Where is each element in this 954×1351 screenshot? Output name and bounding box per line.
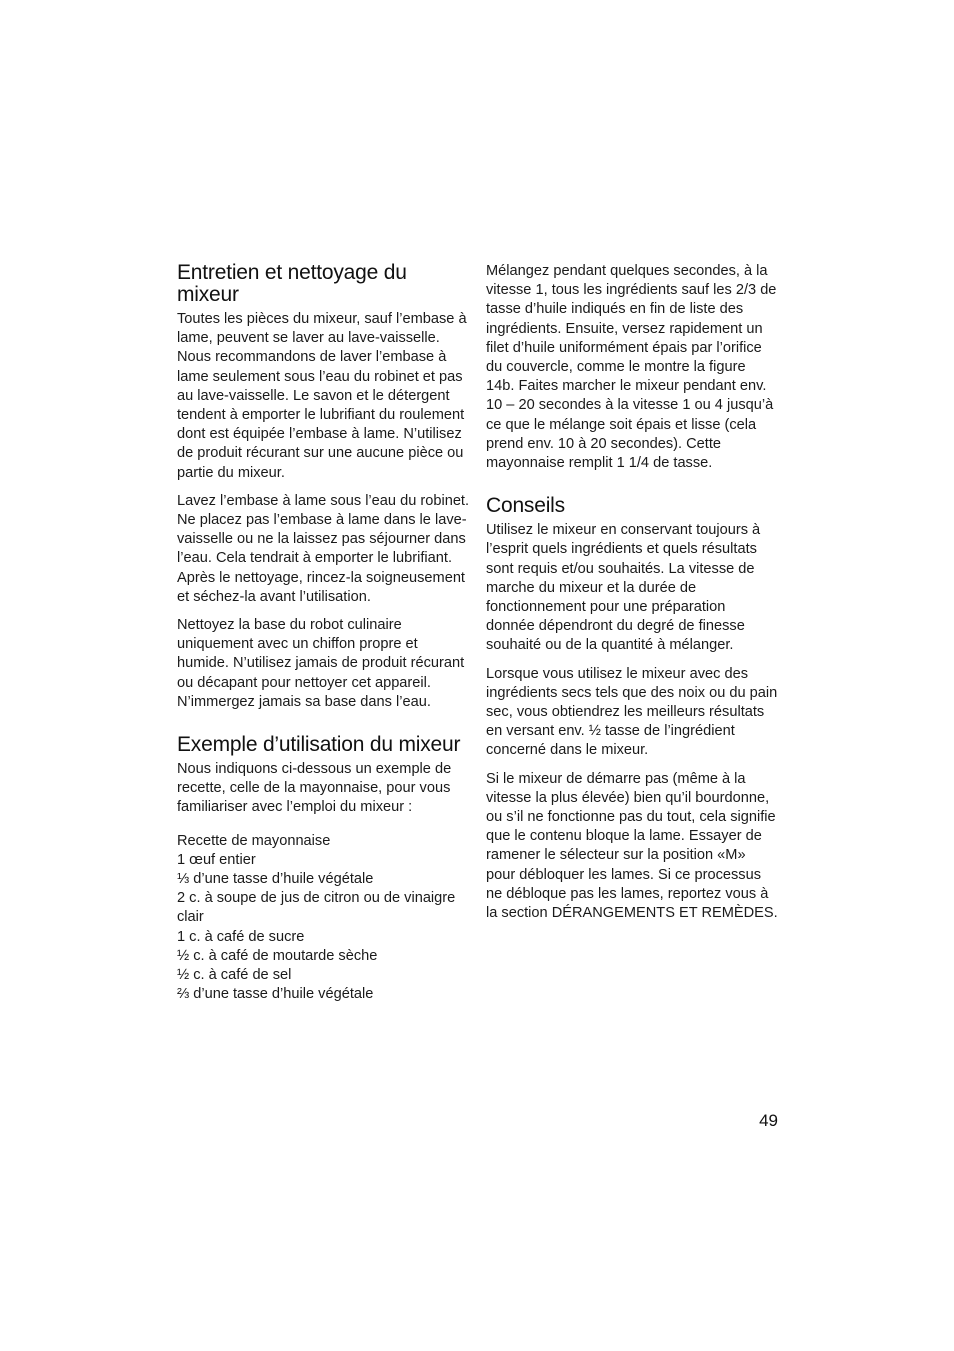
left-column xyxy=(177,262,472,1027)
paragraph: Si le mixeur de démarre pas (même à la vitesse la plus élevée) bien qu’il bourdonne, ou s’il ne fonctionne pas du tout, cela signifie que le contenu bloque la lame. Essayer de ramener le sélecteur sur la position «M» pour débloquer les lames. Si ce processus ne débloque pas les lames, reportez vous à la section DÉRANGEMENTS ET REMÈDES. xyxy=(486,770,778,922)
paragraph: Utilisez le mixeur en conservant toujours à l’esprit quels ingrédients et quels résultats sont requis et/ou souhaités. La vitesse de marche du mixeur et la durée de fonctionnement pour une préparation donnée dépendront du degré de finesse souhaité ou de la quantité à mélanger. xyxy=(486,522,761,654)
paragraph: Nous indiquons ci-dessous un exemple de recette, celle de la mayonnaise, pour vous familiariser avec l’emploi du mixeur : xyxy=(177,761,452,816)
list-item: 2 c. à soupe de jus de citron ou de vinaigre clair xyxy=(177,890,456,926)
list-item: ⅓ d’une tasse d’huile végétale xyxy=(177,871,374,888)
section-entretien xyxy=(177,262,472,712)
list-item: 1 œuf entier xyxy=(177,851,256,868)
paragraph: Lorsque vous utilisez le mixeur avec des ingrédients secs tels que des noix ou du pain sec, vous obtiendrez les meilleurs résultats en versant env. ½ tasse de l’ingrédient concerné dans le mixeur. xyxy=(486,665,778,759)
list-item: 1 c. à café de sucre xyxy=(177,928,305,945)
list-item: ½ c. à café de moutarde sèche xyxy=(177,947,378,964)
paragraph: Nettoyez la base du robot culinaire uniquement avec un chiffon propre et humide. N’utilisez jamais de produit récurant ou décapant pour nettoyer cet appareil. N’immergez jamais sa base dans l’eau. xyxy=(177,617,465,710)
section-conseils xyxy=(486,495,778,923)
right-column xyxy=(486,262,778,945)
paragraph: Mélangez pendant quelques secondes, à la vitesse 1, tous les ingrédients sauf les 2/3 de tasse d’huile indiqués en fin de liste des ingrédients. Ensuite, versez rapidement un filet d’huile uniformément épais par l’orifice du couvercle, comme le montre la figure 14b. Faites marcher le mixeur pendant env. 10 – 20 secondes à la vitesse 1 ou 4 jusqu’à ce que le mélange soit épais et lisse (cela prend env. 10 à 20 secondes). Cette mayonnaise remplit 1 1/4 de tasse. xyxy=(486,263,777,472)
paragraph: Toutes les pièces du mixeur, sauf l’embase à lame, peuvent se laver au lave-vaisselle. Nous recommandons de laver l’embase à lame seulement sous l’eau du robinet et pas au lave-vaisselle. Le savon et le détergent tendent à emporter le lubrifiant du roulement dont est équipée l’embase à lame. N’utilisez de produit récurant sur une aucune pièce ou partie du mixeur. xyxy=(177,311,467,481)
ingredient-list xyxy=(177,851,472,1005)
paragraph: Lavez l’embase à lame sous l’eau du robinet. Ne placez pas l’embase à lame dans le lave-vaisselle ou ne la laissez pas séjourner dans l’eau. Cela tendrait à emporter le lubrifiant. Après le nettoyage, rincez-la soigneusement et séchez-la avant l’utilisation. xyxy=(177,492,470,605)
recipe-title: Recette de mayonnaise xyxy=(177,832,331,849)
section-continued xyxy=(486,262,778,473)
section-title-exemple: Exemple d’utilisation du mixeur xyxy=(177,733,461,757)
section-title-entretien: Entretien et nettoyage du mixeur xyxy=(177,261,407,306)
list-item: ⅔ d’une tasse d’huile végétale xyxy=(177,986,374,1003)
page-number: 49 xyxy=(759,1111,778,1130)
section-exemple xyxy=(177,734,472,1004)
section-title-conseils: Conseils xyxy=(486,494,565,518)
list-item: ½ c. à café de sel xyxy=(177,967,292,984)
